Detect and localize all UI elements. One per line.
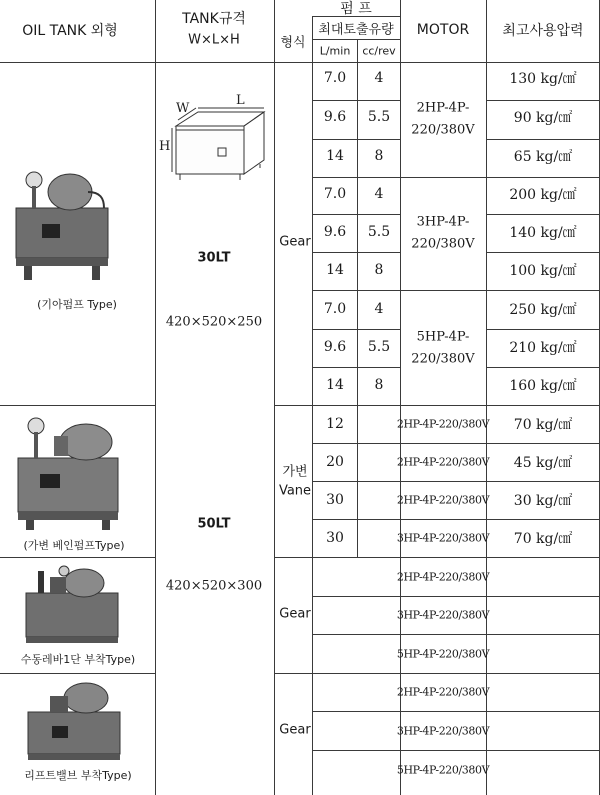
lift-motor-cell: 5HP-4P-220/380V	[396, 763, 490, 777]
pressure-cell: 70 kg/㎠	[513, 531, 573, 547]
header-type: 형식	[280, 35, 306, 51]
flow-cell: 12	[326, 416, 344, 432]
flow-cell: 14	[326, 148, 344, 164]
manual-motor-cell: 3HP-4P-220/380V	[396, 608, 490, 622]
pump-type-gear-1: Gear	[279, 234, 311, 250]
pressure-cell: 65 kg/㎠	[513, 149, 573, 165]
header-unit-lmin: L/min	[319, 44, 351, 58]
motor-group-5hp-line1: 5HP-4P-	[416, 329, 470, 345]
manual-lever-unit-image	[20, 563, 132, 649]
header-tank-spec: TANK규격	[182, 11, 246, 27]
flow-cell: 9.6	[323, 339, 347, 355]
cc-cell: 4	[374, 301, 384, 317]
pump-type-gear-3: Gear	[279, 722, 311, 738]
cc-cell: 8	[374, 377, 384, 393]
flow-cell: 30	[326, 492, 344, 508]
manual-motor-cell: 5HP-4P-220/380V	[396, 647, 490, 661]
cc-cell: 5.5	[367, 339, 391, 355]
pressure-cell: 70 kg/㎠	[513, 417, 573, 433]
header-pump: 펌 프	[340, 1, 372, 17]
motor-cell: 2HP-4P-220/380V	[396, 455, 490, 469]
pressure-cell: 90 kg/㎠	[513, 110, 573, 126]
diagram-l-label: L	[236, 93, 245, 108]
flow-cell: 30	[326, 530, 344, 546]
tank-dimension-diagram	[156, 92, 274, 192]
pressure-cell: 100 kg/㎠	[509, 263, 577, 279]
pump-type-gear-2: Gear	[279, 606, 311, 622]
caption-manual-lever: 수동레바1단 부착Type)	[20, 653, 136, 666]
motor-cell: 3HP-4P-220/380V	[396, 531, 490, 545]
pressure-cell: 210 kg/㎠	[509, 340, 577, 356]
gear-pump-unit-image	[8, 162, 120, 282]
tank-size-50: 420×520×300	[165, 578, 263, 594]
pressure-cell: 160 kg/㎠	[509, 378, 577, 394]
pressure-cell: 140 kg/㎠	[509, 225, 577, 241]
pump-type-vane-ko: 가변	[282, 464, 308, 480]
flow-cell: 20	[326, 454, 344, 470]
diagram-w-label: W	[176, 101, 190, 116]
vane-pump-unit-image	[14, 412, 134, 530]
pressure-cell: 200 kg/㎠	[509, 187, 577, 203]
lift-valve-unit-image	[22, 678, 134, 764]
motor-cell: 2HP-4P-220/380V	[396, 493, 490, 507]
caption-gear-pump: (기아펌프 Type)	[37, 298, 117, 311]
flow-cell: 14	[326, 262, 344, 278]
pump-type-vane-en: Vane	[278, 483, 312, 499]
flow-cell: 7.0	[323, 301, 347, 317]
pressure-cell: 130 kg/㎠	[509, 71, 577, 87]
cc-cell: 8	[374, 262, 384, 278]
manual-motor-cell: 2HP-4P-220/380V	[396, 570, 490, 584]
motor-group-2hp-line1: 2HP-4P-	[416, 100, 470, 116]
header-tank-dims: W×L×H	[188, 32, 240, 48]
header-max-pressure: 최고사용압력	[502, 23, 584, 39]
motor-group-2hp-line2: 220/380V	[411, 122, 475, 138]
flow-cell: 9.6	[323, 224, 347, 240]
flow-cell: 7.0	[323, 70, 347, 86]
lift-motor-cell: 3HP-4P-220/380V	[396, 724, 490, 738]
motor-cell: 2HP-4P-220/380V	[396, 417, 490, 431]
tank-capacity-30: 30LT	[197, 250, 231, 266]
diagram-h-label: H	[159, 139, 171, 154]
tank-size-30: 420×520×250	[165, 314, 263, 330]
cc-cell: 8	[374, 148, 384, 164]
pressure-cell: 250 kg/㎠	[509, 302, 577, 318]
motor-group-3hp-line1: 3HP-4P-	[416, 214, 470, 230]
cc-cell: 5.5	[367, 224, 391, 240]
flow-cell: 9.6	[323, 109, 347, 125]
header-max-flow: 최대토출유량	[318, 22, 394, 38]
motor-group-3hp-line2: 220/380V	[411, 236, 475, 252]
header-motor: MOTOR	[416, 22, 470, 38]
flow-cell: 14	[326, 377, 344, 393]
flow-cell: 7.0	[323, 186, 347, 202]
pressure-cell: 45 kg/㎠	[513, 455, 573, 471]
tank-capacity-50: 50LT	[197, 516, 231, 532]
cc-cell: 4	[374, 70, 384, 86]
lift-motor-cell: 2HP-4P-220/380V	[396, 685, 490, 699]
header-oil-tank: OIL TANK 외형	[22, 23, 118, 39]
cc-cell: 5.5	[367, 109, 391, 125]
caption-lift-valve: 리프트밸브 부착Type)	[24, 769, 132, 782]
header-unit-ccrev: cc/rev	[362, 44, 396, 58]
pressure-cell: 30 kg/㎠	[513, 493, 573, 509]
motor-group-5hp-line2: 220/380V	[411, 351, 475, 367]
caption-vane-pump: (가변 베인펌프Type)	[23, 539, 125, 552]
cc-cell: 4	[374, 186, 384, 202]
